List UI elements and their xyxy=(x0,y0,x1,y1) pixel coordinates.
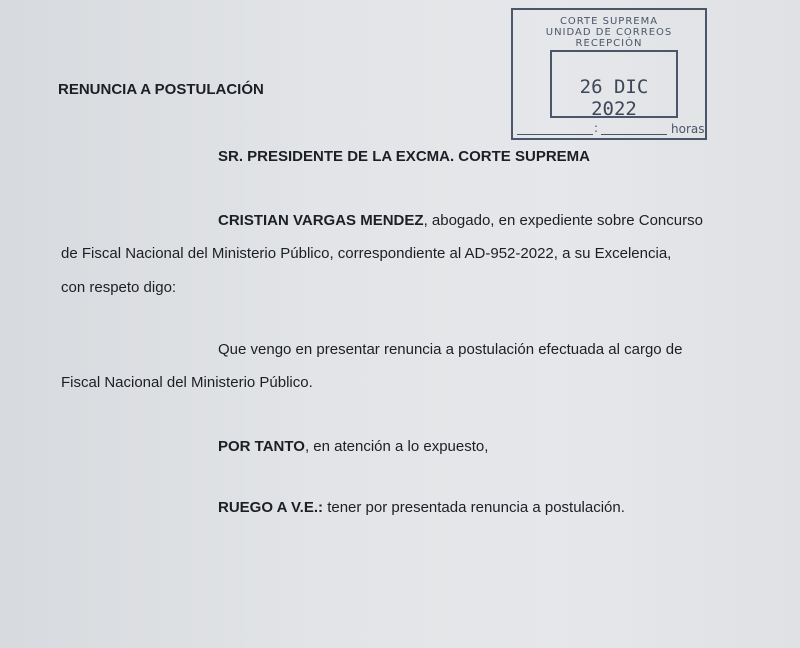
por-tanto-label: POR TANTO xyxy=(218,438,305,455)
por-tanto-line xyxy=(218,438,488,455)
applicant-name: CRISTIAN VARGAS MENDEZ xyxy=(218,212,424,229)
stamp-hour-blank xyxy=(517,134,593,135)
stamp-time-field xyxy=(517,122,703,138)
stamp-date: 26 DIC 2022 xyxy=(579,76,649,120)
body-line-1: Que vengo en presentar renuncia a postulación efectuada al cargo de xyxy=(218,341,683,358)
stamp-line-unit: UNIDAD DE CORREOS xyxy=(545,27,673,38)
intro-line-2: de Fiscal Nacional del Ministerio Público, correspondiente al AD-952-2022, a su Excelencia, xyxy=(61,245,672,262)
ruego-line xyxy=(218,499,625,516)
reception-stamp xyxy=(511,8,707,140)
document-title: RENUNCIA A POSTULACIÓN xyxy=(58,81,264,98)
body-line-2: Fiscal Nacional del Ministerio Público. xyxy=(61,374,313,391)
stamp-colon: : xyxy=(594,121,599,135)
stamp-header xyxy=(513,16,705,49)
intro-line-1 xyxy=(218,212,703,229)
intro-line-3: con respeto digo: xyxy=(61,279,177,296)
por-tanto-text: , en atención a lo expuesto, xyxy=(304,438,489,455)
stamp-minute-blank xyxy=(601,134,667,135)
stamp-line-court: CORTE SUPREMA xyxy=(559,16,659,27)
ruego-label: RUEGO A V.E.: xyxy=(218,499,324,516)
stamp-date-box xyxy=(550,50,678,118)
intro-line-1-text: , abogado, en expediente sobre Concurso xyxy=(423,212,703,229)
ruego-text: tener por presentada renuncia a postulación. xyxy=(323,499,625,516)
addressee: SR. PRESIDENTE DE LA EXCMA. CORTE SUPREMA xyxy=(218,148,590,165)
stamp-line-reception: RECEPCIÓN xyxy=(575,38,643,49)
stamp-hours-label: horas xyxy=(671,122,705,136)
